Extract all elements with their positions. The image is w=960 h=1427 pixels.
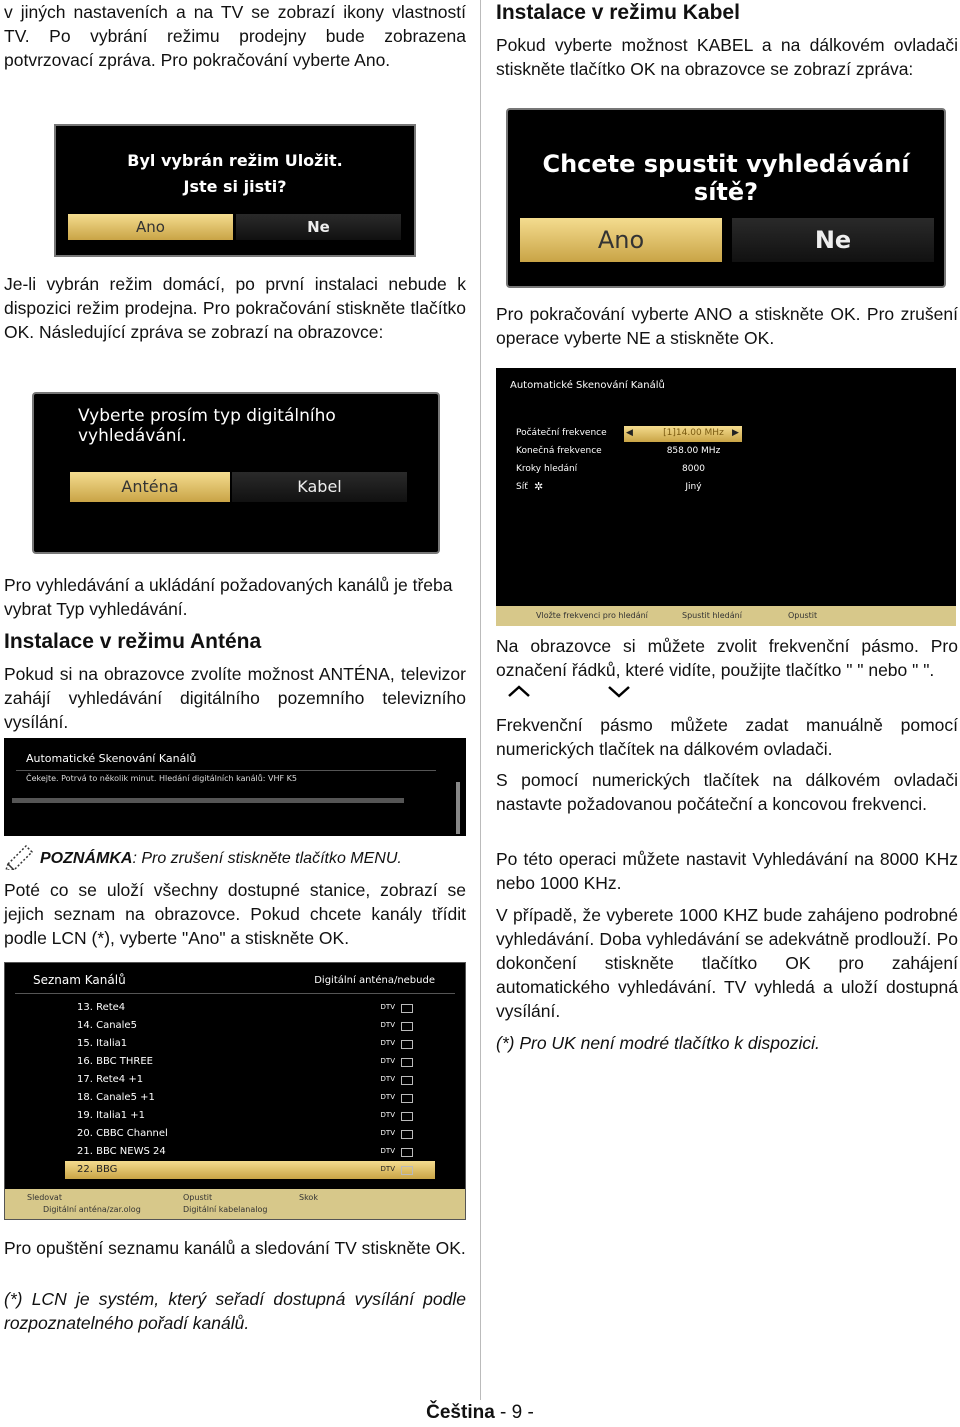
language-label: Čeština (426, 1402, 495, 1423)
step-paragraph: Po této operaci můžete nastavit Vyhledávání na 8000 KHz nebo 1000 KHz. (496, 849, 958, 893)
menu-sub-hint: Digitální kabelanalog (183, 1205, 268, 1214)
antenna-scan-screen (4, 738, 466, 836)
dtv-tag: DTV (380, 1003, 395, 1011)
channel-list-screen (4, 962, 466, 1220)
start-search-hint: Spustit hledání (682, 611, 742, 620)
cable-paragraph: Pokud vyberte možnost KABEL a na dálkovém ovladači stiskněte tlačítko OK na obrazovce se zobrazí zpráva: (496, 35, 958, 79)
setting-label: Kroky hledání (516, 464, 578, 474)
band-paragraph (496, 634, 958, 682)
setting-value: 8000 (682, 464, 705, 474)
checkbox-icon[interactable] (401, 1076, 413, 1085)
channel-name: 15. Italia1 (77, 1038, 128, 1049)
antenna-heading: Instalace v režimu Anténa (4, 630, 262, 653)
cable-button[interactable]: Kabel (232, 472, 407, 502)
uk-note: (*) Pro UK není modré tlačítko k dispozici. (496, 1033, 820, 1053)
checkbox-icon[interactable] (401, 1130, 413, 1139)
scan-setting-row[interactable] (496, 426, 956, 442)
saved-list-paragraph: Poté co se uloží všechny dostupné stanice, zobrazí se jejich seznam na obrazovce. Pokud chcete kanály třídit podle LCN (*), vyberte "Ano" a stiskněte OK. (4, 880, 466, 948)
scan-setting-row[interactable] (496, 462, 956, 478)
channel-row[interactable] (65, 1125, 435, 1143)
detail-search-paragraph: V případě, že vyberete 1000 KHZ bude zahájeno podrobné vyhledávání. Doba vyhledávání se adekvátně prodlouží. Po dokončení stiskněte tlačítko OK pro zahájení automatického vyhledávání. TV vyhledá a uloží dostupná vysílání. (496, 905, 958, 1021)
network-search-dialog (506, 108, 946, 288)
setting-value: Jiný (685, 482, 702, 492)
ok-sub-hint: Digitální anténa/zar.olog (43, 1205, 141, 1214)
dialog-title: Chcete spustit vyhledávání sítě? (542, 150, 910, 206)
scan-setting-row[interactable] (496, 480, 956, 496)
setting-label: Konečná frekvence (516, 446, 602, 456)
cable-scan-screen (496, 368, 956, 626)
dtv-tag: DTV (380, 1165, 395, 1173)
channel-name: 16. BBC THREE (77, 1056, 154, 1067)
dtv-tag: DTV (380, 1057, 395, 1065)
skip-hint: Skok (299, 1193, 318, 1202)
channel-row[interactable] (65, 1107, 435, 1125)
channel-name: 17. Rete4 +1 (77, 1074, 144, 1085)
checkbox-icon[interactable] (401, 1094, 413, 1103)
channel-row[interactable] (65, 1035, 435, 1053)
channel-name: 14. Canale5 (77, 1020, 137, 1031)
setting-value: [1]14.00 MHz (663, 428, 724, 438)
scan-title: Automatické Skenování Kanálů (26, 752, 197, 765)
ok-hint: Sledovat (27, 1193, 62, 1202)
lcn-note: (*) LCN je systém, který seřadí dostupná vysílání podle rozpoznatelného pořadí kanálů. (4, 1289, 466, 1333)
scan-footer (496, 606, 956, 626)
channel-row[interactable] (65, 1071, 435, 1089)
progress-bar (12, 798, 404, 803)
channel-row[interactable] (65, 1143, 435, 1161)
continue-paragraph: Pro pokračování vyberte ANO a stiskněte OK. Pro zrušení operace vyberte NE a stiskněte OK. (496, 304, 958, 348)
channel-row[interactable] (65, 1161, 435, 1179)
channel-name: 22. BBG (77, 1164, 118, 1175)
enter-frequency-hint: Vložte frekvenci pro hledání (536, 611, 648, 620)
channel-row[interactable] (65, 1053, 435, 1071)
yes-button[interactable]: Ano (68, 214, 233, 240)
page-footer (0, 1402, 960, 1424)
channel-name: 20. CBBC Channel (77, 1128, 168, 1139)
chevron-down-icon (607, 684, 631, 698)
channel-row[interactable] (65, 1017, 435, 1035)
setting-label: Počáteční frekvence (516, 428, 607, 438)
menu-hint: Opustit (183, 1193, 213, 1202)
list-title: Seznam Kanálů (33, 973, 126, 987)
dialog-line-2: Jste si jisti? (183, 177, 287, 196)
arrow-right-icon[interactable]: ▶ (732, 428, 739, 438)
column-divider (480, 0, 481, 1400)
antenna-button[interactable]: Anténa (70, 472, 230, 502)
search-type-dialog (32, 392, 440, 554)
dtv-tag: DTV (380, 1039, 395, 1047)
scan-setting-row[interactable] (496, 444, 956, 460)
note-label: POZNÁMKA (40, 850, 133, 867)
list-source: Digitální anténa/nebude (314, 975, 435, 986)
band-text: Na obrazovce si můžete zvolit frekvenční pásmo. Pro označení řádků, které vidíte, použijte tlačítko " " nebo " ". (496, 636, 958, 680)
intro-paragraph: v jiných nastaveních a na TV se zobrazí ikony vlastností TV. Po vybrání režimu prodejny bude zobrazena potvrzovací zpráva. Pro pokračování vyberte Ano. (4, 2, 466, 70)
dtv-tag: DTV (380, 1093, 395, 1101)
page-number: - 9 - (494, 1402, 534, 1423)
checkbox-icon[interactable] (401, 1040, 413, 1049)
channel-name: 13. Rete4 (77, 1002, 126, 1013)
scrollbar[interactable] (456, 782, 460, 834)
channel-row[interactable] (65, 999, 435, 1017)
no-button[interactable]: Ne (236, 214, 401, 240)
note-paragraph (40, 847, 470, 871)
no-button[interactable]: Ne (732, 218, 934, 262)
separator (15, 993, 455, 994)
cable-heading: Instalace v režimu Kabel (496, 1, 740, 24)
checkbox-icon[interactable] (401, 1112, 413, 1121)
search-type-paragraph: Pro vyhledávání a ukládání požadovaných kanálů je třeba vybrat Typ vyhledávání. (4, 575, 453, 619)
checkbox-icon[interactable] (401, 1148, 413, 1157)
scan-status: Čekejte. Potrvá to několik minut. Hledání digitálních kanálů: VHF K5 (26, 774, 298, 783)
setting-label: Síť (516, 482, 528, 492)
yes-button[interactable]: Ano (520, 218, 722, 262)
checkbox-icon[interactable] (401, 1004, 413, 1013)
dialog-title: Vyberte prosím typ digitálního vyhledávání. (78, 406, 336, 446)
separator (16, 770, 436, 771)
setting-value: 858.00 MHz (666, 446, 721, 456)
dtv-tag: DTV (380, 1129, 395, 1137)
dtv-tag: DTV (380, 1111, 395, 1119)
dtv-tag: DTV (380, 1147, 395, 1155)
home-mode-paragraph: Je-li vybrán režim domácí, po první instalaci nebude k dispozici režim prodejna. Pro pokračování stiskněte tlačítko OK. Následující zpráva se zobrazí na obrazovce: (4, 274, 466, 342)
checkbox-icon[interactable] (401, 1166, 413, 1175)
exit-hint: Opustit (788, 611, 818, 620)
channel-name: 19. Italia1 +1 (77, 1110, 146, 1121)
channel-row[interactable] (65, 1089, 435, 1107)
exit-paragraph: Pro opuštění seznamu kanálů a sledování TV stiskněte OK. (4, 1238, 466, 1258)
manual-paragraph: Frekvenční pásmo můžete zadat manuálně pomocí numerických tlačítek na dálkovém ovladači. (496, 715, 958, 759)
channel-name: 21. BBC NEWS 24 (77, 1146, 166, 1157)
numeric-paragraph: S pomocí numerických tlačítek na dálkovém ovladači nastavte požadovanou počáteční a koncovou frekvenci. (496, 770, 958, 814)
scan-title: Automatické Skenování Kanálů (510, 380, 665, 391)
note-text: : Pro zrušení stiskněte tlačítko MENU. (132, 850, 402, 867)
dtv-tag: DTV (380, 1021, 395, 1029)
channel-name: 18. Canale5 +1 (77, 1092, 155, 1103)
checkbox-icon[interactable] (401, 1022, 413, 1031)
chevron-up-icon (507, 684, 531, 698)
store-mode-dialog (54, 124, 416, 257)
pencil-icon (4, 842, 38, 870)
star-icon: ✲ (534, 480, 544, 493)
antenna-paragraph: Pokud si na obrazovce zvolíte možnost ANTÉNA, televizor zahájí vyhledávání digitálního pozemního televizního vysílání. (4, 664, 466, 732)
arrow-left-icon[interactable]: ◀ (626, 428, 633, 438)
list-footer (5, 1189, 465, 1219)
checkbox-icon[interactable] (401, 1058, 413, 1067)
dialog-line-1: Byl vybrán režim Uložit. (127, 151, 343, 170)
dtv-tag: DTV (380, 1075, 395, 1083)
